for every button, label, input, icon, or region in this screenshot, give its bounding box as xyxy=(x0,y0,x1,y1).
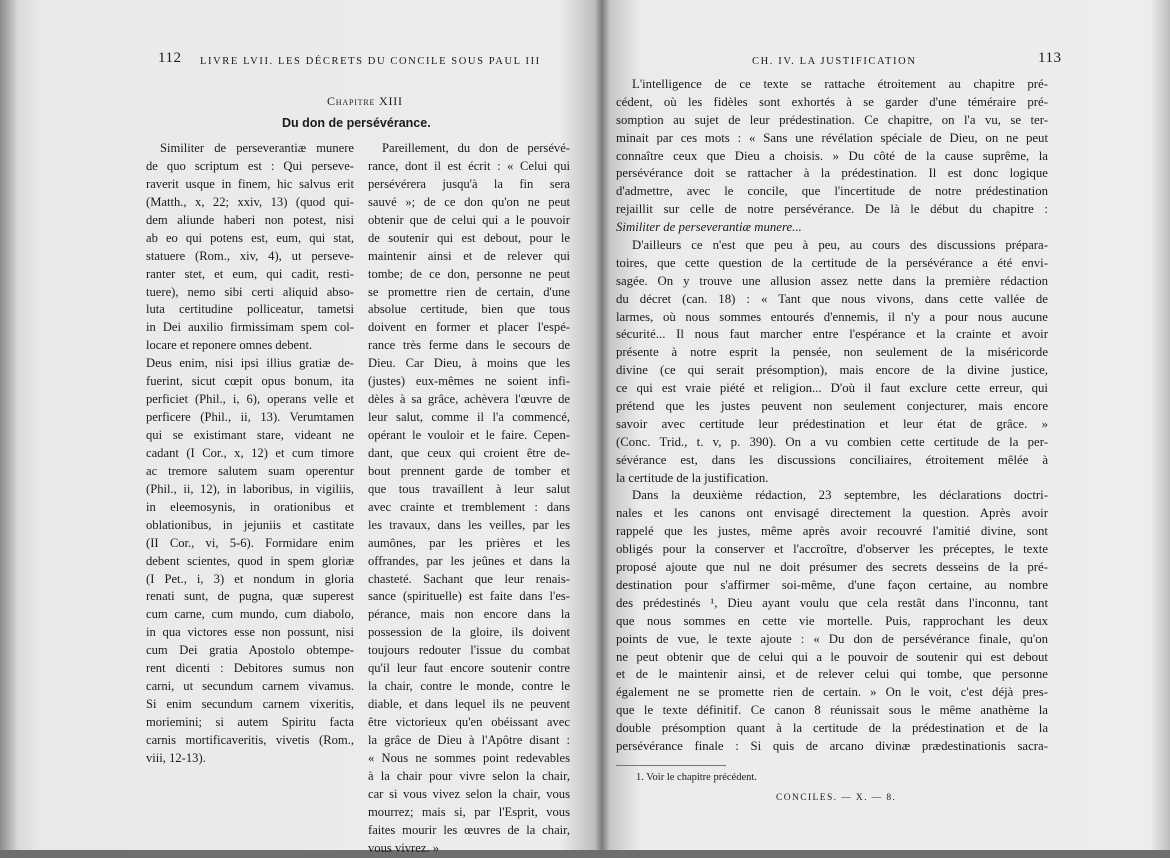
text-line: savoir avec certitude leur prédestination et leur état de grâce. » xyxy=(616,416,1048,431)
text-line: tombe; de ce don, personne ne peut xyxy=(368,266,570,281)
text-line: ce qui est vraie piété et religion... D'où il faut exclure cette erreur, qui xyxy=(616,381,1048,396)
latin-text-column xyxy=(146,140,354,768)
text-line: sance (spirituelle) est faite dans l'es- xyxy=(368,589,570,604)
text-line: moriemini; si autem Spiritu facta xyxy=(146,715,354,729)
text-line: cum carne, cum mundo, cum diabolo, xyxy=(146,607,354,622)
page-number: 113 xyxy=(1038,50,1062,66)
text-line: points de vue, le texte ajoute : « Du don de persévérance finale, qu'on xyxy=(616,631,1048,646)
text-line: somption au sujet de leur prédestination. Ce chapitre, on l'a vu, se ter- xyxy=(616,112,1048,127)
text-line: D'ailleurs ce n'est que peu à peu, au cours des discussions prépara- xyxy=(632,238,1048,253)
text-line: leur salut, comme il l'a commencé, xyxy=(368,410,570,425)
french-text-column xyxy=(368,140,570,858)
text-line: fuerint, sicut cœpit opus bonum, ita xyxy=(146,374,354,389)
text-line: double présomption quant à la certitude de la prédestination et de la xyxy=(616,721,1048,736)
text-line: que nous sommes en cette vie mortelle. Puis, rapprochant les deux xyxy=(616,613,1048,628)
text-line: Pareillement, du don de persévé- xyxy=(382,141,570,155)
text-line: sauvé »; de ce don qu'on ne peut xyxy=(368,194,570,209)
text-line: (Conc. Trid., t. v, p. 390). On a vu combien cette certitude de la per- xyxy=(616,434,1048,449)
text-line: rance très ferme dans le secours de xyxy=(368,338,570,353)
text-line: car si vous vivez selon la chair, vous xyxy=(368,786,570,801)
text-line: carni, ut secundum carnem vivamus. xyxy=(146,679,354,694)
text-line: debent scientes, quod in spem gloriæ xyxy=(146,553,354,568)
text-line: dant, que ceux qui croient être de- xyxy=(368,445,570,460)
text-line: bout prennent garde de tomber et xyxy=(368,463,570,478)
text-line: cum Dei gratia Apostolo obtempe- xyxy=(146,643,354,658)
page-number: 112 xyxy=(158,50,182,66)
text-line: et de le maintenir ainsi, et de relever celui qui tombe, que personne xyxy=(616,667,1048,682)
text-line: ranter stet, et eum, qui cadit, resti- xyxy=(146,266,354,281)
text-line: rappelé que les justes, même après avoir recouvré l'amitié divine, sont xyxy=(616,524,1048,539)
text-line: qu'il leur faut encore soutenir contre xyxy=(368,661,570,676)
text-line: Similiter de perseverantiæ munere... xyxy=(616,220,802,235)
text-line: aumônes, par les prières et les xyxy=(368,535,570,550)
text-line: rejaillit sur celle de notre persévérance. De là le début du chapitre : xyxy=(616,202,1048,217)
text-line: de quo scriptum est : Qui perseve- xyxy=(146,158,354,173)
text-line: à la chair pour vivre selon la chair, xyxy=(368,768,570,783)
text-line: L'intelligence de ce texte se rattache étroitement au chapitre pré- xyxy=(632,77,1048,91)
text-line: rance, dont il est écrit : « Celui qui xyxy=(368,158,570,173)
text-line: opérant le vouloir et le faire. Cepen- xyxy=(368,428,570,442)
text-line: oblationibus, in jejuniis et castitate xyxy=(146,517,354,532)
text-line: dem aliunde haberi non potest, nisi xyxy=(146,212,354,227)
text-line: obtenir que de celui qui a le pouvoir xyxy=(368,212,570,227)
text-line: sagée. On y trouve une allusion assez nette dans la première rédaction xyxy=(616,273,1048,288)
text-line: présente à notre esprit la pensée, non seulement de la miséricorde xyxy=(616,345,1048,360)
text-line: doivent en former et placer l'espé- xyxy=(368,320,570,335)
text-line: la grâce de Dieu à l'Apôtre disant : xyxy=(368,732,570,747)
text-line: in Dei auxilio firmissimam spem col- xyxy=(146,320,354,335)
text-line: Dieu. Car Dieu, à moins que les xyxy=(368,356,570,371)
text-line: que le texte définitif. Ce canon 8 réunissait sous le même anathème la xyxy=(616,703,1048,718)
text-line: divine (ce qui serait présomption), mais encore de la divine justice, xyxy=(616,363,1048,378)
text-line: que tous travaillent à leur salut xyxy=(368,481,570,496)
text-line: locare et reponere omnes debent. xyxy=(146,338,313,353)
text-line: possession de la gloire, ils doivent xyxy=(368,625,570,640)
text-line: qui se existimant stare, videant ne xyxy=(146,428,354,442)
text-line: persévérera jusqu'à la fin sera xyxy=(368,176,570,191)
text-line: connaître ceux que Dieu a choisis. » Du côté de la cause suprême, la xyxy=(616,148,1048,163)
text-line: ac tremore salutem suam operentur xyxy=(146,463,354,478)
text-line: obligés pour la conserver et l'accroître, d'observer les préceptes, le texte xyxy=(616,542,1048,557)
running-head: CH. IV. LA JUSTIFICATION xyxy=(752,56,917,67)
text-line: destination pour s'affirmer soi-même, d'une façon certaine, au nombre xyxy=(616,577,1048,592)
text-line: Similiter de perseverantiæ munere xyxy=(160,141,354,155)
text-line: avec crainte et tremblement : dans xyxy=(368,499,570,514)
text-line: sévérance est, dans les discussions conciliaires, étroitement mêlée à xyxy=(616,452,1048,467)
text-line: persévérance doit se rattacher à la prédestination. Il est donc logique xyxy=(616,166,1048,181)
text-line: diable, et dans lequel ils ne peuvent xyxy=(368,697,570,712)
text-line: proposé ajoute que nul ne doit présumer des secrets desseins de la pré- xyxy=(616,560,1048,575)
text-line: (II Cor., vi, 5-6). Formidare enim xyxy=(146,535,354,550)
text-line: Dans la deuxième rédaction, 23 septembre, les déclarations doctri- xyxy=(632,488,1048,503)
signature-mark: CONCILES. — X. — 8. xyxy=(776,793,897,803)
text-line: tuere), nemo sibi certi aliquid abso- xyxy=(146,284,354,299)
footnote-rule xyxy=(616,765,726,766)
chapter-subtitle: Du don de persévérance. xyxy=(282,116,431,130)
text-line: ab eo qui potens est, eum, qui stat, xyxy=(146,230,354,245)
text-line: rent dicenti : Debitores sumus non xyxy=(146,661,354,676)
text-line: la chair, contre le monde, contre le xyxy=(368,679,570,694)
text-line: sécurité... Il nous faut marcher entre l'espérance et la crainte et avoir xyxy=(616,327,1048,342)
text-line: pérance, mais non encore dans la xyxy=(368,607,570,622)
text-line: raverit usque in finem, hic salvus erit xyxy=(146,176,354,191)
text-line: viii, 12-13). xyxy=(146,750,206,765)
text-line: d'admettre, avec le concile, que l'incertitude de notre prédestination xyxy=(616,184,1048,199)
text-line: (Matth., x, 22; xxiv, 13) (quod qui- xyxy=(146,194,354,209)
text-line: être victorieux qu'en obéissant avec xyxy=(368,715,570,729)
text-line: statuere (Rom., xiv, 4), ut perseve- xyxy=(146,248,354,263)
text-line: Deus enim, nisi ipsi illius gratiæ de- xyxy=(146,356,354,371)
running-head: LIVRE LVII. LES DÉCRETS DU CONCILE SOUS PAUL III xyxy=(200,56,541,67)
text-line: nales et les canons ont envisagé directement la question. Après avoir xyxy=(616,506,1048,521)
text-line: faites mourir les œuvres de la chair, xyxy=(368,822,570,837)
text-line: offrandes, par les jeûnes et dans la xyxy=(368,553,570,568)
text-line: absolue certitude, bien que tous xyxy=(368,302,570,317)
text-line: mourrez; mais si, par l'Esprit, vous xyxy=(368,804,570,819)
text-line: chasteté. Sachant que leur renais- xyxy=(368,571,570,586)
text-line: « Nous ne sommes point redevables xyxy=(368,750,570,765)
text-line: minait par ces mots : « Sans une révélation spéciale de Dieu, on ne peut xyxy=(616,130,1048,145)
text-line: carnis mortificaveritis, vivetis (Rom., xyxy=(146,732,354,747)
text-line: Si enim secundum carnem vixeritis, xyxy=(146,697,354,712)
text-line: vous vivrez. » xyxy=(368,840,439,855)
text-line: ne peut obtenir que de celui qui a le pouvoir de soutenir qui est debout xyxy=(616,649,1048,664)
text-line: persévérance finale : Si quis de arcano divinæ prædestinationis sacra- xyxy=(616,738,1048,753)
text-line: toujours redouter l'issue du combat xyxy=(368,643,570,658)
text-line: dèles à sa grâce, achèvera l'œuvre de xyxy=(368,392,570,407)
text-line: (I Pet., i, 3) et nondum in gloria xyxy=(146,571,354,586)
text-line: luta certitudine polliceatur, tametsi xyxy=(146,302,354,317)
text-line: in qua victores esse non possunt, nisi xyxy=(146,625,354,640)
text-line: in eleemosynis, in orationibus et xyxy=(146,499,354,514)
text-line: (Phil., ii, 12), in laboribus, in vigiliis, xyxy=(146,481,354,496)
text-line: renati sunt, de pugna, quæ superest xyxy=(146,589,354,604)
text-line: toires, que cette question de la certitude de la persévérance a été envi- xyxy=(616,255,1048,270)
text-line: (justes) eux-mêmes ne soient infi- xyxy=(368,374,570,389)
footnote: 1. Voir le chapitre précédent. xyxy=(636,772,757,783)
text-line: maintenir ainsi et de relever qui xyxy=(368,248,570,263)
text-line: perficere (Phil., ii, 13). Verumtamen xyxy=(146,410,354,425)
text-line: la certitude de la justification. xyxy=(616,470,769,485)
text-line: larmes, où nous sommes entourés d'ennemis, il n'y a pour nous aucune xyxy=(616,309,1048,324)
text-line: du décret (can. 18) : « Tant que nous vivons, dans cette vallée de xyxy=(616,291,1048,306)
text-line: également ne se promette rien de certain. » On le voit, c'est déjà pres- xyxy=(616,685,1048,700)
text-line: cadant (I Cor., x, 12) et cum timore xyxy=(146,445,354,460)
text-line: les travaux, dans les veilles, par les xyxy=(368,517,570,532)
text-line: de soutenir qui est debout, pour le xyxy=(368,230,570,245)
text-line: cédent, où les fidèles sont exhortés à se garder d'une téméraire pré- xyxy=(616,94,1048,109)
chapter-title: Chapitre XIII xyxy=(327,94,403,108)
body-text xyxy=(616,76,1048,756)
text-line: perficiet (Phil., i, 6), operans velle et xyxy=(146,392,354,407)
text-line: des prédestinés ¹, Dieu ayant voulu que cela restât dans l'inconnu, tant xyxy=(616,595,1048,610)
text-line: prétend que les justes peuvent non seulement conjecturer, mais encore xyxy=(616,399,1048,414)
text-line: se promettre rien de certain, d'une xyxy=(368,284,570,299)
